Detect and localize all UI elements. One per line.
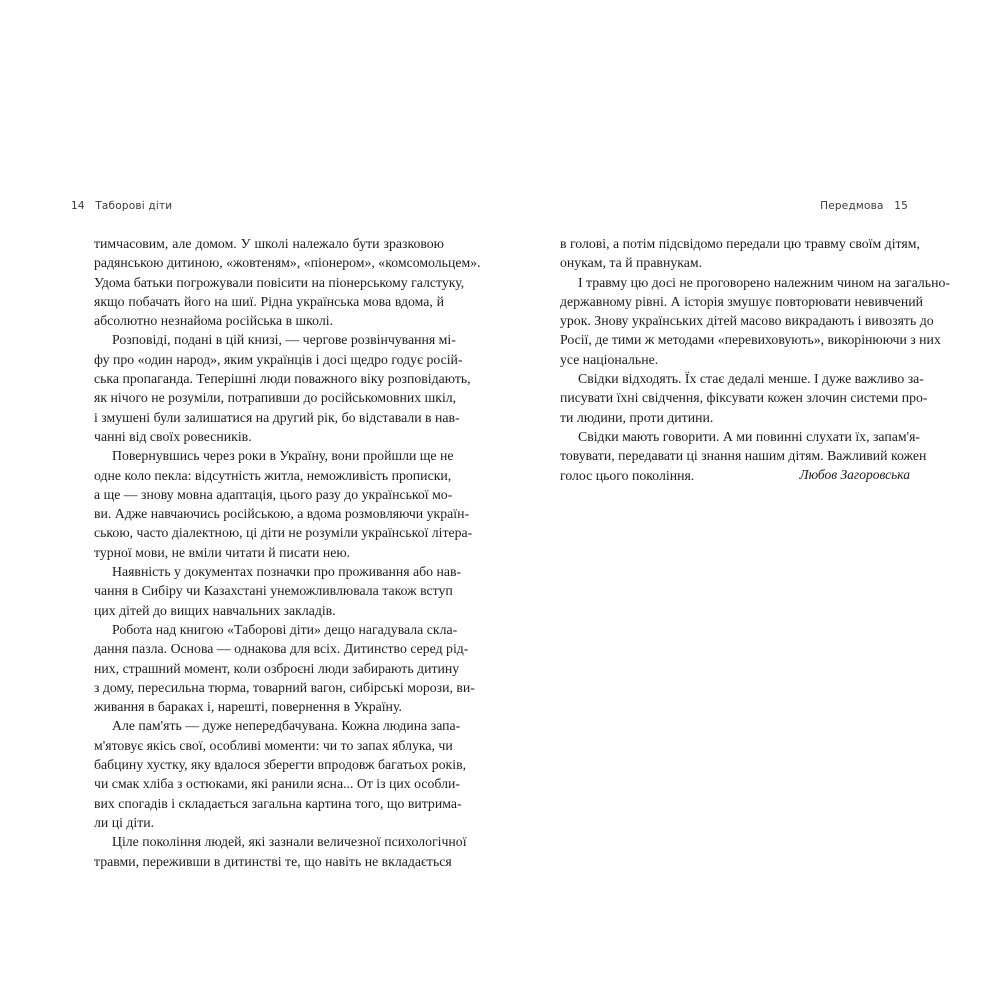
text-line: Росії, де тими ж методами «перевиховують», викорінюючи з них [560, 332, 941, 348]
author-signature: Любов Загоровська [799, 467, 910, 482]
text-line: дання пазла. Основа — однакова для всіх. Дитинство серед рід- [94, 641, 469, 657]
paragraph [560, 234, 920, 273]
text-line: вих спогадів і складається загальна картина того, що витрима- [94, 795, 462, 811]
text-line: Але пам'ять — дуже непередбачувана. Кожна людина запа- [112, 718, 461, 734]
left-page-body [94, 234, 481, 871]
paragraph [94, 832, 467, 871]
text-line: І травму цю досі не проговорено належним чином на загально- [578, 274, 950, 290]
text-line: чання в Сибіру чи Казахстані унеможливлювала також вступ [94, 583, 453, 599]
text-line: них, страшний момент, коли озброєні люди забирають дитину [94, 660, 460, 676]
text-line: голос цього покоління. [560, 467, 695, 483]
left-page-number: 14 [71, 200, 85, 212]
text-line: писувати їхні свідчення, фіксувати кожен злочин системи про- [560, 390, 928, 406]
paragraph [94, 620, 475, 716]
left-running-title: Таборові діти [95, 200, 173, 212]
paragraph [94, 716, 467, 832]
text-line: з дому, пересильна тюрма, товарний вагон, сибірські морози, ви- [94, 679, 475, 695]
text-line: якщо побачать його на шиї. Рідна українська мова вдома, й [94, 293, 444, 309]
text-line: цих дітей до вищих навчальних закладів. [94, 602, 336, 618]
text-line: травми, переживши в дитинстві те, що навіть не вкладається [94, 853, 452, 869]
text-line: одне коло пекла: відсутність житла, неможливість прописки, [94, 467, 452, 483]
right-running-title: Передмова [820, 200, 884, 212]
text-line: Розповіді, подані в цій книзі, — чергове розвінчування мі- [112, 332, 456, 348]
right-page-header [820, 200, 915, 212]
text-line: державному рівні. А історія змушує повторювати невивчений [560, 293, 924, 309]
paragraph [94, 330, 471, 446]
text-line: чи смак хліба з остюками, які ранили ясна... От із цих особли- [94, 776, 460, 792]
text-line: живання в бараках і, нарешті, повернення в Україну. [94, 699, 402, 715]
paragraph [94, 562, 462, 620]
text-line: онукам, та й правнукам. [560, 255, 703, 271]
left-page-header [64, 200, 172, 212]
paragraph [94, 446, 473, 562]
text-line: Повернувшись через роки в Україну, вони пройшли ще не [112, 448, 454, 464]
text-line: Свідки відходять. Їх стає дедалі менше. І дуже важливо за- [578, 371, 924, 387]
text-line: ською, часто діалектною, ці діти не розуміли української літера- [94, 525, 473, 541]
text-line: Робота над книгою «Таборові діти» дещо нагадувала скла- [112, 621, 458, 637]
text-line: а ще — знову мовна адаптація, цього разу до української мо- [94, 486, 453, 502]
text-line: Свідки мають говорити. А ми повинні слухати їх, запам'я- [578, 428, 921, 444]
text-line: Удома батьки погрожували повісити на піонерському галстуку, [94, 274, 465, 290]
text-line: ська пропаганда. Теперішні люди поважного віку розповідають, [94, 371, 471, 387]
text-line: ви. Адже навчаючись російською, а вдома розмовляючи україн- [94, 506, 470, 522]
text-line: урок. Знову українських дітей масово викрадають і вивозять до [560, 313, 934, 329]
text-line: турної мови, не вміли читати й писати нею. [94, 544, 351, 560]
right-page-number: 15 [894, 200, 908, 212]
text-line: м'ятовує якісь свої, особливі моменти: чи то запах яблука, чи [94, 737, 453, 753]
text-line: Ціле покоління людей, які зазнали величезної психологічної [112, 834, 467, 850]
text-line: бабцину хустку, яку вдалося зберегти впродовж багатьох років, [94, 757, 467, 773]
text-line: і змушені були залишатися на другий рік, бо відставали в нав- [94, 409, 460, 425]
paragraph [560, 369, 928, 427]
text-line: усе національне. [560, 351, 659, 367]
text-line: радянською дитиною, «жовтеням», «піонером», «комсомольцем». [94, 255, 481, 271]
paragraph [94, 234, 481, 330]
text-line: ли ці діти. [94, 814, 155, 830]
text-line: як нічого не розуміли, потрапивши до російськомовних шкіл, [94, 390, 457, 406]
text-line: абсолютно незнайома російська в школі. [94, 313, 334, 329]
text-line: ти людини, проти дитини. [560, 409, 714, 425]
text-line: тимчасовим, але домом. У школі належало бути зразковою [94, 236, 444, 251]
right-page-body [560, 234, 950, 485]
paragraph [560, 273, 950, 369]
text-line: фу про «один народ», яким українців і досі щедро годує росій- [94, 351, 463, 367]
text-line: чанні від своїх ровесників. [94, 428, 252, 444]
text-line: товувати, передавати ці знання нашим дітям. Важливий кожен [560, 448, 927, 464]
text-line: Наявність у документах позначки про проживання або нав- [112, 564, 462, 580]
text-line: в голові, а потім підсвідомо передали цю травму своїм дітям, [560, 236, 920, 251]
